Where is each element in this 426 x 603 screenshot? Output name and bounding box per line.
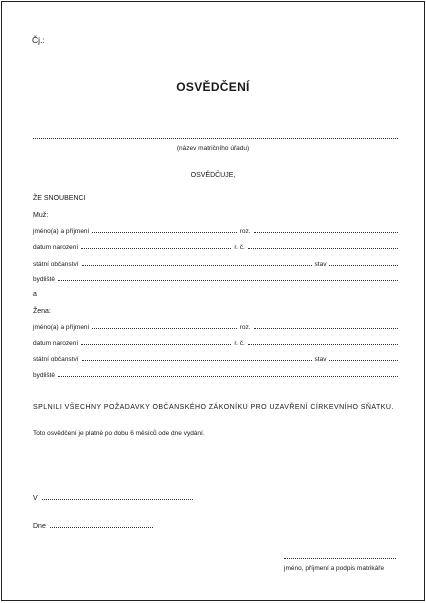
validity-text: Toto osvědčení je platné po dobu 6 měsíců ode dne vydání. [33,430,205,437]
bride-birth-date-label: datum narození [33,340,79,347]
groom-born-label: roz. [239,228,251,235]
groom-birth-date-label: datum narození [33,244,79,251]
bride-birth-number-label: r. č. [234,340,245,347]
document-title: OSVĚDČENÍ [176,80,250,94]
reference-number-label: Čj.: [32,35,45,45]
groom-born-field[interactable] [254,232,398,233]
groom-name-label: jméno(a) a příjmení [33,228,90,235]
signature-caption: jméno, příjmení a podpis matrikáře [284,565,385,572]
date-label: Dne [33,523,46,530]
signature-field[interactable] [284,558,396,559]
groom-status-label: stav [314,261,327,268]
groom-status-field[interactable] [329,265,398,266]
certifies-heading: OSVĚDČUJE, [190,172,236,179]
groom-name-field[interactable] [92,232,236,233]
date-field[interactable] [50,527,153,528]
bride-residence-row [33,370,398,379]
bride-name-label: jméno(a) a příjmení [33,324,90,331]
bride-residence-label: bydliště [33,372,56,379]
office-name-line [33,138,398,139]
place-label: V [33,495,38,502]
bride-name-field[interactable] [92,328,236,329]
bride-name-row [33,322,398,331]
groom-citizenship-row [33,259,398,268]
place-field[interactable] [42,499,193,500]
office-name-caption: (název matričního úřadu) [176,145,250,152]
bride-citizenship-label: státní občanství [33,356,79,363]
bride-born-field[interactable] [254,328,398,329]
date-row [33,521,153,530]
bride-status-field[interactable] [329,360,398,361]
groom-label: Muž: [33,212,49,219]
bride-label: Žena: [33,308,51,315]
groom-citizenship-label: státní občanství [33,261,79,268]
bride-birth-number-field[interactable] [248,344,398,345]
groom-name-row [33,226,398,235]
statement-text: SPLNILI VŠECHNY POŽADAVKY OBČANSKÉHO ZÁKONÍKU PRO UZAVŘENÍ CÍRKEVNÍHO SŇATKU. [33,404,394,411]
groom-residence-label: bydliště [33,276,56,283]
bride-residence-field[interactable] [58,376,398,377]
groom-birth-date-field[interactable] [81,248,231,249]
groom-birth-row [33,242,398,251]
place-row [33,493,193,502]
groom-citizenship-field[interactable] [82,265,312,266]
fiances-heading: ŽE SNOUBENCI [33,195,86,202]
bride-citizenship-field[interactable] [82,360,312,361]
bride-born-label: roz. [239,324,251,331]
certificate-page [1,1,425,601]
bride-status-label: stav [314,356,327,363]
bride-citizenship-row [33,354,398,363]
groom-birth-number-label: r. č. [234,244,245,251]
groom-residence-row [33,274,398,283]
groom-residence-field[interactable] [58,280,398,281]
bride-birth-date-field[interactable] [81,344,231,345]
bride-birth-row [33,338,398,347]
and-label: a [33,291,37,298]
groom-birth-number-field[interactable] [248,248,398,249]
